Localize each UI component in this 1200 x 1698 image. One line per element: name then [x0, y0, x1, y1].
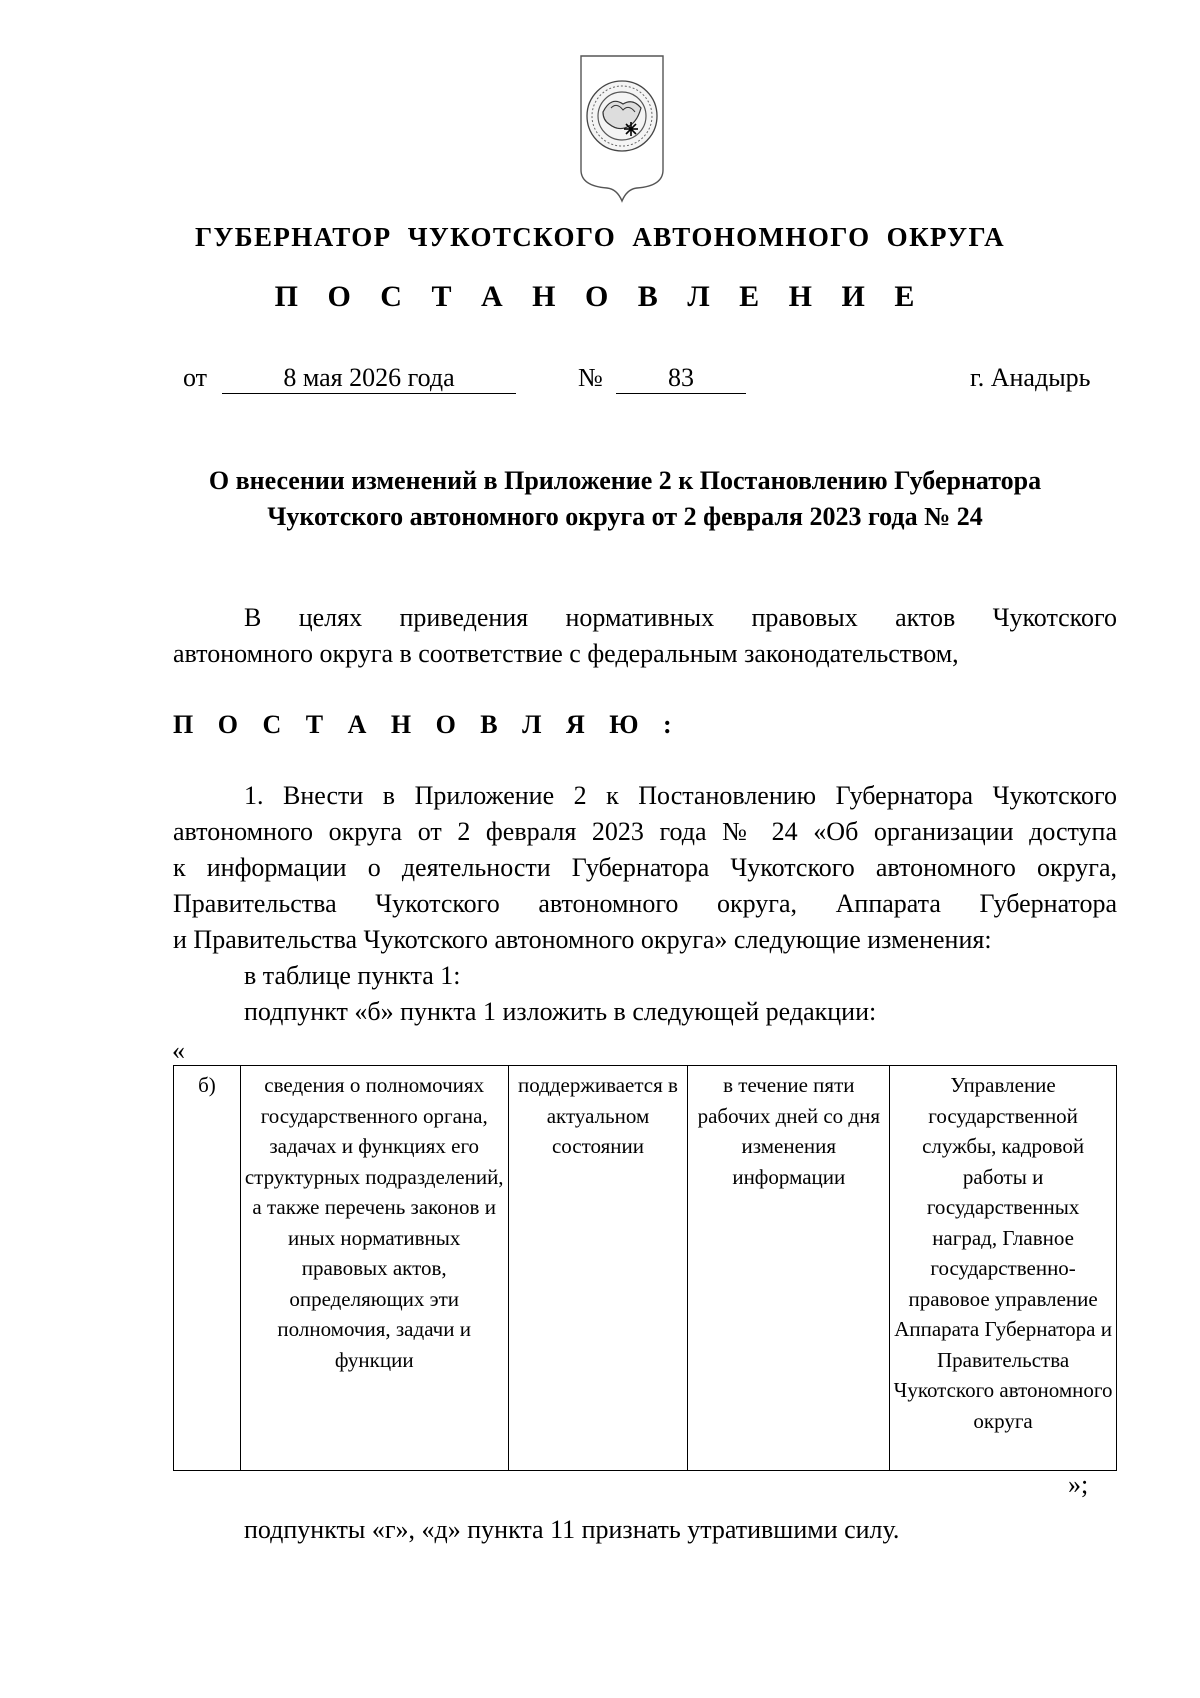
- coat-of-arms-icon: [577, 52, 667, 204]
- row-deadline: в течение пяти рабочих дней со дня изменения информации: [688, 1066, 890, 1471]
- row-maintenance: поддерживается в актуальном состоянии: [508, 1066, 688, 1471]
- final-paragraph: подпункты «г», «д» пункта 11 признать утратившими силу.: [244, 1515, 900, 1544]
- row-letter: б): [174, 1066, 241, 1471]
- amendment-table: [173, 1065, 1117, 1471]
- document-heading: [150, 463, 1100, 535]
- paragraph-1-line-4: Правительства Чукотского автономного округа, Аппарата Губернатора: [173, 889, 1117, 918]
- paragraph-1-line-1: 1. Внести в Приложение 2 к Постановлению Губернатора Чукотского: [244, 781, 1117, 810]
- paragraph-1-line-5: и Правительства Чукотского автономного округа» следующие изменения:: [173, 925, 992, 954]
- intro-line-2: автономного округа в соответствие с федеральным законодательством,: [173, 639, 959, 668]
- row-description: сведения о полномочиях государственного органа, задачах и функциях его структурных подразделений, а также перечень законов и иных нормативных правовых актов, определяющих эти полномочия, задачи и функции: [240, 1066, 508, 1471]
- row-responsible: Управление государственной службы, кадровой работы и государственных наград, Главное государственно-правовое управление Аппарата Губернатора и Правительства Чукотского автономного округа: [890, 1066, 1117, 1471]
- closing-quote: »;: [1068, 1470, 1089, 1499]
- date-label: от: [183, 363, 208, 392]
- order-word: П О С Т А Н О В Л Я Ю :: [173, 710, 681, 739]
- heading-line-2: Чукотского автономного округа от 2 февраля 2023 года № 24: [267, 502, 983, 531]
- intro-line-1: В целях приведения нормативных правовых актов Чукотского: [244, 603, 1117, 632]
- number-label: №: [578, 363, 603, 392]
- document-city: г. Анадырь: [970, 363, 1091, 392]
- heading-line-1: О внесении изменений в Приложение 2 к Постановлению Губернатора: [208, 466, 1042, 495]
- paragraph-1-line-2: автономного округа от 2 февраля 2023 года № 24 «Об организации доступа: [173, 817, 1117, 846]
- document-number: 83: [616, 363, 746, 394]
- issuer-title: ГУБЕРНАТОР ЧУКОТСКОГО АВТОНОМНОГО ОКРУГА: [194, 222, 1006, 252]
- document-date: 8 мая 2026 года: [222, 363, 516, 394]
- opening-quote: «: [172, 1036, 185, 1065]
- table-reference: в таблице пункта 1:: [244, 961, 461, 990]
- table-row: [174, 1066, 1117, 1471]
- document-type: П О С Т А Н О В Л Е Н И Е: [274, 280, 926, 313]
- subparagraph-b-intro: подпункт «б» пункта 1 изложить в следующей редакции:: [244, 997, 877, 1026]
- paragraph-1-line-3: к информации о деятельности Губернатора Чукотского автономного округа,: [173, 853, 1117, 882]
